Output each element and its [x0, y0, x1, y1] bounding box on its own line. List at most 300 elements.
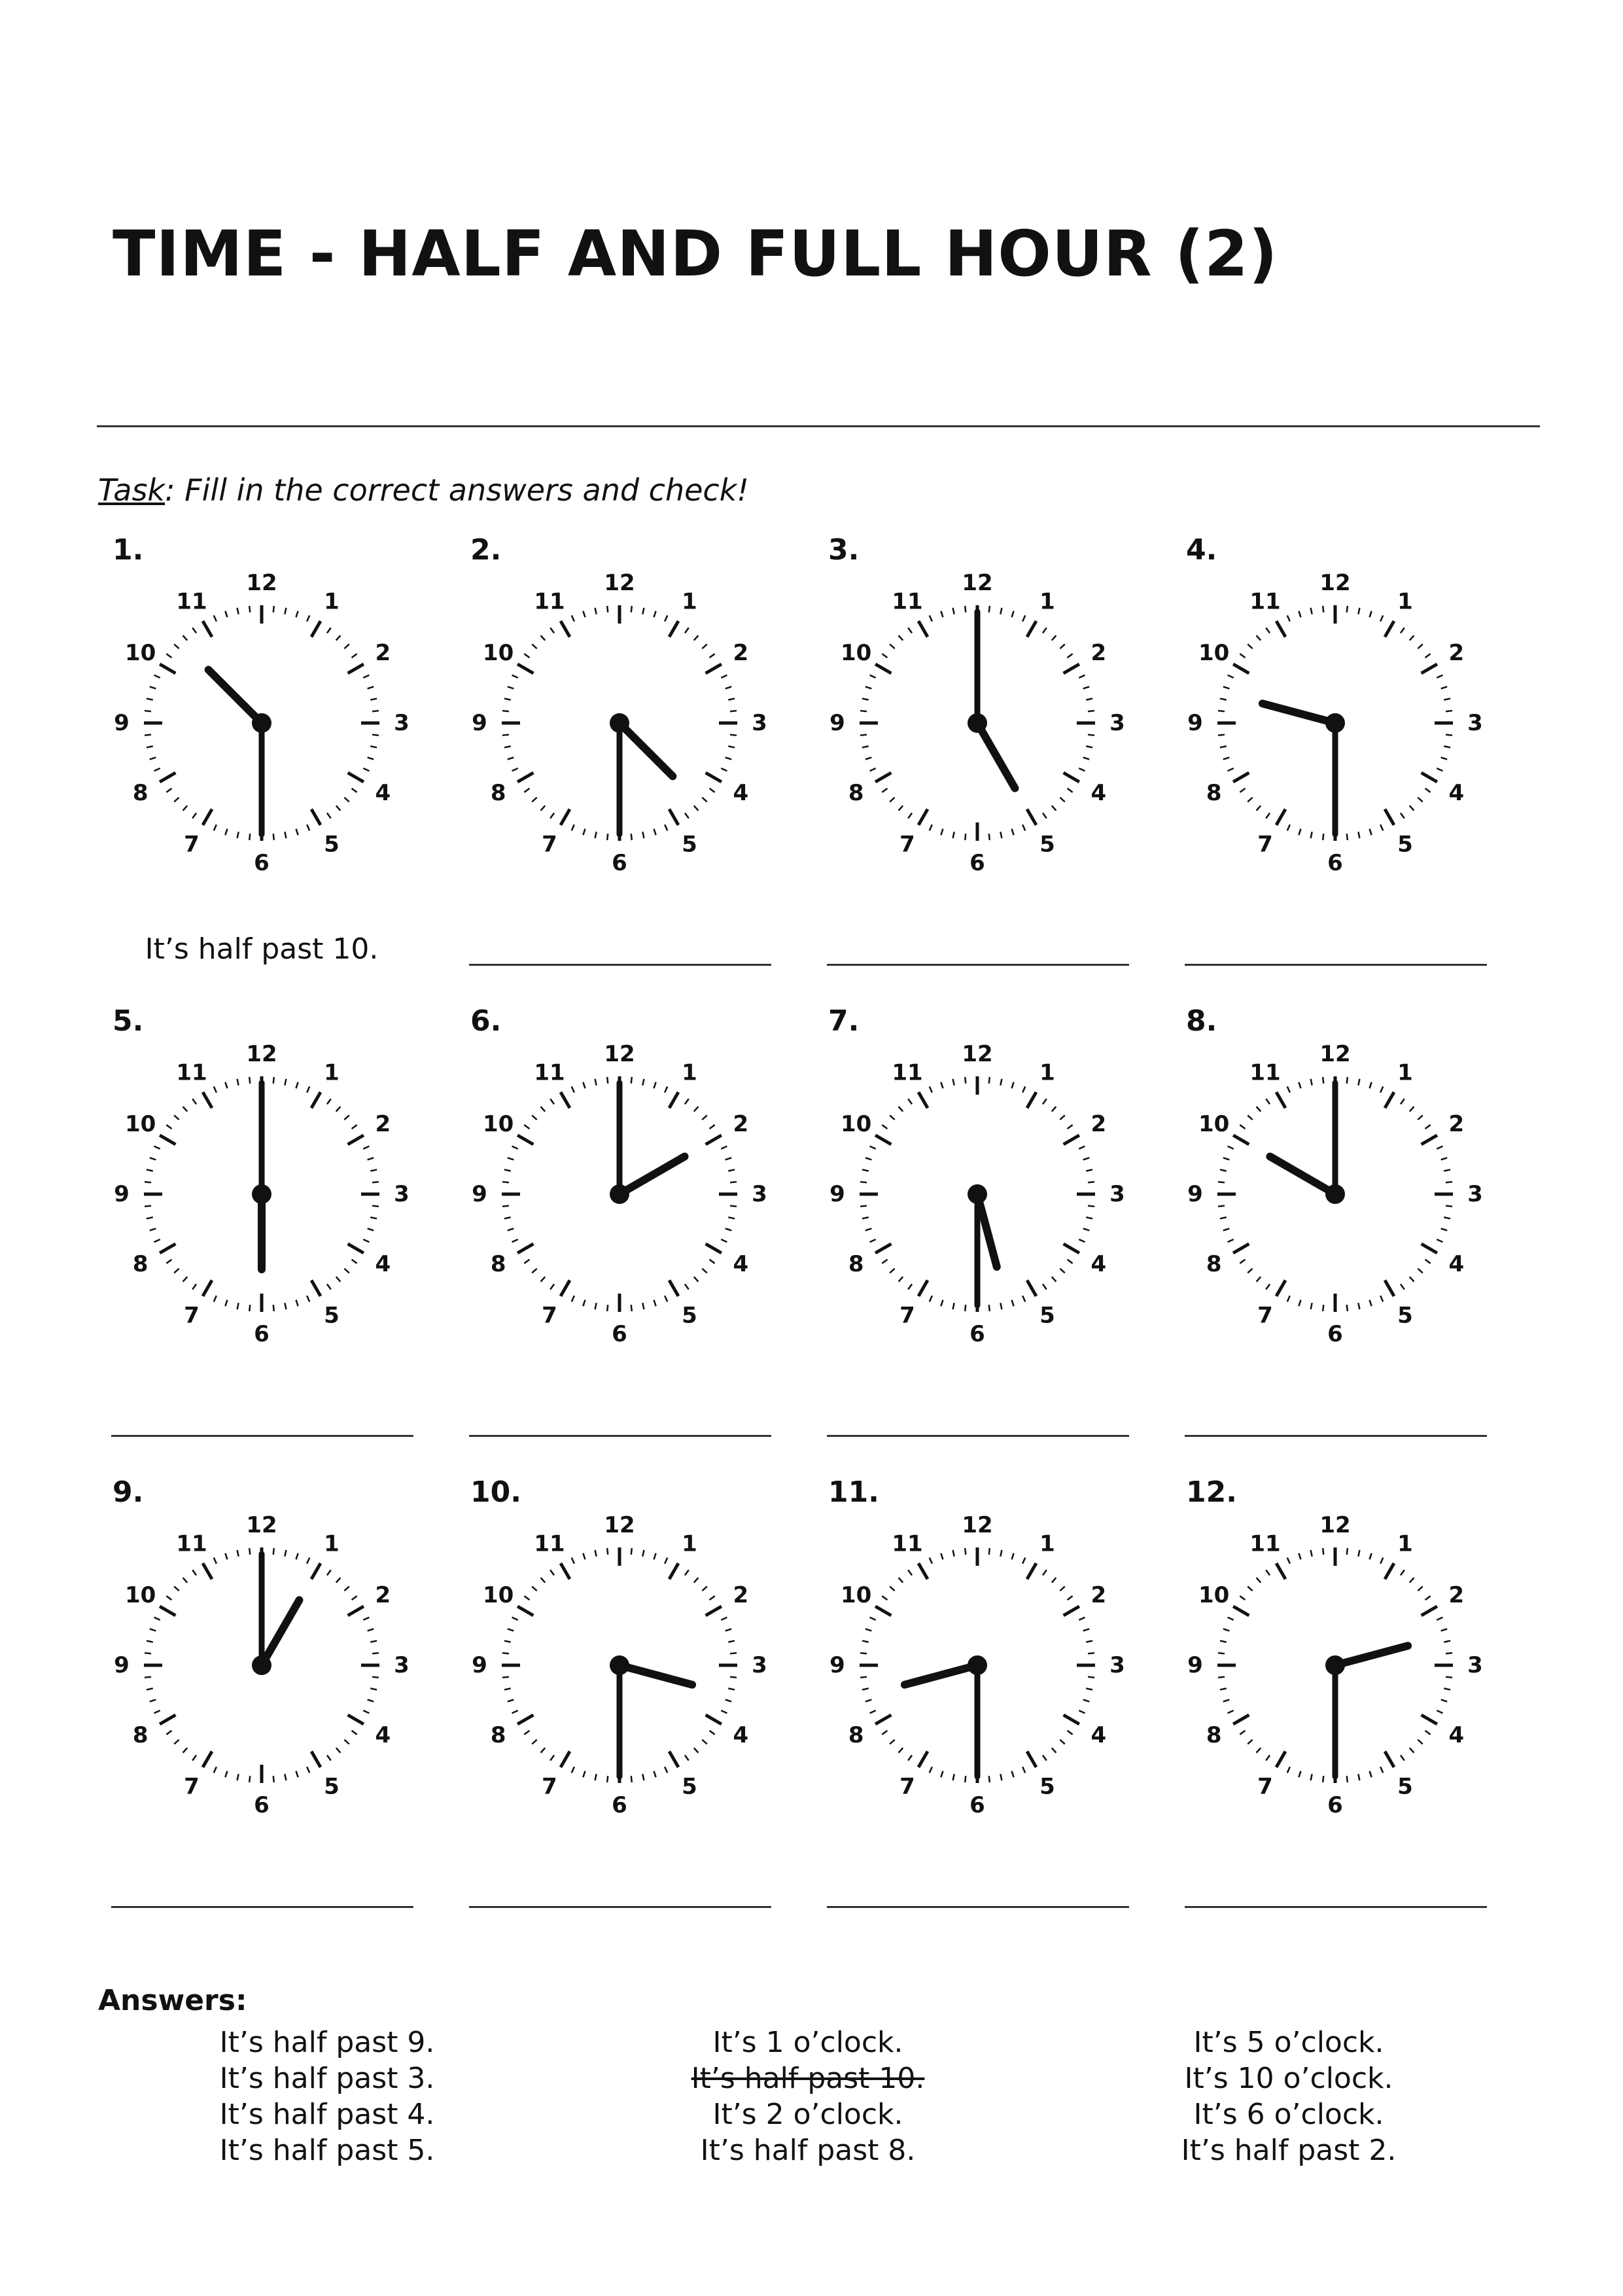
minute-tick: [541, 1106, 546, 1111]
minute-tick: [965, 834, 966, 840]
clock-numeral: 7: [1257, 1773, 1273, 1800]
clock-numeral: 9: [114, 1181, 130, 1207]
clock-numeral: 9: [829, 710, 845, 736]
minute-tick: [1012, 829, 1014, 836]
hour-tick: [669, 1563, 678, 1579]
minute-tick: [370, 1688, 377, 1689]
hour-tick: [561, 809, 570, 825]
minute-tick: [710, 1260, 715, 1263]
clock-numeral: 9: [829, 1652, 845, 1678]
minute-tick: [908, 1570, 912, 1575]
minute-tick: [1358, 832, 1359, 838]
clock-numeral: 8: [1206, 1722, 1222, 1748]
clock-numeral: 12: [604, 573, 635, 596]
minute-tick: [1425, 1731, 1431, 1735]
answer-blank[interactable]: [469, 964, 771, 966]
hour-tick: [918, 1752, 928, 1767]
minute-tick: [890, 1740, 894, 1744]
clock-numeral: 11: [892, 1530, 923, 1557]
hour-tick: [875, 1135, 891, 1144]
minute-tick: [930, 1296, 932, 1301]
answer-option: It’s 2 o’clock.: [712, 2098, 903, 2131]
minute-tick: [147, 1170, 153, 1171]
minute-tick: [1228, 1239, 1234, 1242]
minute-tick: [344, 1116, 349, 1120]
hour-tick: [517, 1606, 533, 1616]
minute-tick: [730, 1677, 737, 1678]
minute-tick: [1287, 824, 1290, 830]
minute-tick: [192, 627, 196, 633]
minute-tick: [225, 611, 227, 618]
minute-tick: [1380, 1558, 1383, 1564]
minute-tick: [524, 1731, 529, 1735]
hour-tick: [1233, 1244, 1249, 1253]
clock-numeral: 7: [184, 831, 200, 858]
minute-tick: [192, 1756, 196, 1761]
minute-tick: [1079, 1239, 1085, 1242]
minute-tick: [654, 1082, 656, 1089]
hour-hand: [977, 723, 1015, 788]
clock-exercise: [1172, 1475, 1530, 1947]
clock-face: [111, 1044, 412, 1345]
hour-tick: [918, 809, 928, 825]
hour-tick: [1233, 773, 1249, 782]
minute-tick: [1240, 1731, 1245, 1735]
minute-tick: [665, 1087, 667, 1093]
minute-tick: [870, 1239, 876, 1242]
minute-tick: [1410, 1748, 1414, 1752]
minute-tick: [572, 1296, 574, 1301]
clock-numeral: 2: [1448, 640, 1465, 666]
minute-tick: [1079, 1146, 1085, 1149]
hour-tick: [1276, 1563, 1285, 1579]
minute-tick: [249, 1305, 250, 1311]
minute-tick: [237, 1079, 239, 1086]
hour-tick: [1276, 809, 1285, 825]
center-dot: [1325, 1655, 1345, 1675]
hour-tick: [1385, 809, 1394, 825]
minute-tick: [1287, 1558, 1290, 1564]
minute-tick: [307, 1767, 309, 1773]
clock-numeral: 11: [176, 588, 207, 615]
minute-tick: [504, 699, 511, 700]
minute-tick: [1287, 1767, 1290, 1773]
minute-tick: [862, 1688, 869, 1689]
hour-tick: [311, 1752, 321, 1767]
minute-tick: [1358, 608, 1359, 614]
answer-blank[interactable]: [111, 1906, 413, 1908]
minute-tick: [225, 1771, 227, 1778]
clock-numeral: 3: [1467, 1181, 1483, 1207]
hour-tick: [160, 664, 175, 673]
hour-tick: [918, 621, 928, 637]
minute-tick: [550, 1284, 554, 1290]
hour-tick: [1064, 1135, 1079, 1144]
minute-tick: [1358, 1079, 1359, 1086]
hour-tick: [918, 1280, 928, 1296]
clock-numeral: 10: [841, 1582, 872, 1608]
clock-numeral: 9: [1187, 710, 1203, 736]
exercise-number: 6.: [470, 1004, 502, 1038]
minute-tick: [1257, 1277, 1261, 1281]
clock-exercise: [1172, 533, 1530, 1004]
hour-tick: [160, 773, 175, 782]
minute-tick: [607, 1077, 608, 1084]
minute-tick: [273, 1305, 274, 1311]
clock-numeral: 10: [841, 1111, 872, 1137]
minute-tick: [941, 611, 943, 618]
minute-tick: [728, 746, 735, 747]
minute-tick: [344, 645, 349, 649]
minute-tick: [710, 1596, 715, 1600]
clock-numeral: 9: [472, 1181, 487, 1207]
minute-tick: [862, 1217, 869, 1218]
minute-tick: [327, 1099, 331, 1104]
clock-exercise: [1172, 1004, 1530, 1475]
hour-tick: [517, 1715, 533, 1724]
minute-tick: [642, 1303, 644, 1309]
minute-tick: [1083, 1229, 1090, 1231]
minute-tick: [710, 1731, 715, 1735]
clock-numeral: 2: [1091, 640, 1107, 666]
hour-tick: [348, 664, 364, 673]
minute-tick: [327, 813, 331, 819]
hour-tick: [1276, 621, 1285, 637]
minute-tick: [1223, 1629, 1230, 1631]
clock-numeral: 12: [604, 1515, 635, 1538]
minute-tick: [725, 1157, 732, 1159]
minute-tick: [1060, 1269, 1064, 1273]
minute-tick: [524, 1260, 529, 1263]
minute-tick: [183, 1748, 188, 1752]
minute-tick: [865, 1157, 872, 1159]
minute-tick: [1257, 1578, 1261, 1582]
clock-numeral: 1: [1039, 1530, 1055, 1557]
minute-tick: [225, 1300, 227, 1307]
hour-tick: [706, 773, 722, 782]
minute-tick: [524, 1125, 529, 1129]
clock-face: [111, 573, 412, 874]
minute-tick: [870, 768, 876, 771]
minute-tick: [595, 1303, 597, 1309]
minute-tick: [1228, 1146, 1234, 1149]
answer-blank[interactable]: [827, 1435, 1129, 1437]
clock-numeral: 2: [1448, 1111, 1465, 1137]
minute-tick: [1358, 1550, 1359, 1557]
minute-tick: [214, 1296, 217, 1301]
minute-tick: [721, 1146, 727, 1149]
hour-tick: [1422, 1135, 1437, 1144]
minute-tick: [273, 606, 274, 612]
clock-numeral: 5: [1397, 831, 1413, 858]
hour-tick: [311, 809, 321, 825]
minute-tick: [865, 1700, 872, 1702]
clock-numeral: 11: [892, 588, 923, 615]
minute-tick: [1299, 1300, 1300, 1307]
minute-tick: [352, 1125, 357, 1129]
clock-numeral: 5: [1039, 831, 1055, 858]
minute-tick: [1299, 1553, 1300, 1560]
minute-tick: [1266, 1284, 1270, 1290]
clock-exercise: [98, 1475, 457, 1947]
minute-tick: [1086, 699, 1092, 700]
minute-tick: [890, 798, 894, 802]
clock-numeral: 1: [1397, 1530, 1413, 1557]
minute-tick: [941, 1553, 943, 1560]
minute-tick: [1311, 832, 1312, 838]
center-dot: [610, 713, 629, 733]
minute-tick: [372, 1677, 379, 1678]
minute-tick: [583, 829, 585, 836]
minute-tick: [327, 1756, 331, 1761]
minute-tick: [237, 608, 239, 614]
minute-tick: [1401, 1284, 1405, 1290]
minute-tick: [1248, 798, 1252, 802]
minute-tick: [882, 1125, 887, 1129]
minute-tick: [728, 1688, 735, 1689]
minute-tick: [1311, 1550, 1312, 1557]
minute-tick: [865, 1229, 872, 1231]
answers-heading: Answers:: [98, 1984, 247, 2017]
clock-numeral: 12: [962, 1515, 993, 1538]
minute-tick: [694, 805, 699, 810]
hour-tick: [517, 664, 533, 673]
minute-tick: [654, 1771, 656, 1778]
minute-tick: [965, 606, 966, 612]
minute-tick: [1441, 1157, 1448, 1159]
minute-tick: [273, 1077, 274, 1084]
exercise-number: 1.: [113, 533, 144, 567]
minute-tick: [524, 654, 529, 658]
minute-tick: [368, 686, 374, 688]
answer-blank[interactable]: [1185, 964, 1487, 966]
minute-tick: [344, 798, 349, 802]
minute-tick: [702, 1587, 707, 1591]
hour-tick: [1233, 664, 1249, 673]
minute-tick: [572, 1558, 574, 1564]
minute-tick: [1248, 1587, 1252, 1591]
answer-blank[interactable]: [827, 1906, 1129, 1908]
minute-tick: [1257, 635, 1261, 640]
minute-tick: [344, 1587, 349, 1591]
hour-tick: [517, 1244, 533, 1253]
hour-tick: [1027, 1280, 1036, 1296]
clock-numeral: 2: [733, 1582, 749, 1608]
hour-hand: [620, 1665, 692, 1685]
minute-tick: [1223, 1700, 1230, 1702]
clock-numeral: 3: [1109, 1181, 1125, 1207]
clock-numeral: 7: [542, 1773, 557, 1800]
minute-tick: [368, 1229, 374, 1231]
clock-numeral: 6: [254, 1321, 270, 1345]
minute-tick: [1060, 1116, 1064, 1120]
clock-numeral: 5: [682, 831, 697, 858]
minute-tick: [908, 1099, 912, 1104]
minute-tick: [1240, 654, 1245, 658]
minute-tick: [147, 1641, 153, 1642]
hour-tick: [561, 1280, 570, 1296]
answer-blank[interactable]: [469, 1435, 771, 1437]
clock-numeral: 7: [899, 1302, 915, 1329]
clock-face: [1185, 573, 1486, 874]
minute-tick: [524, 1596, 529, 1600]
minute-tick: [728, 1170, 735, 1171]
clock-numeral: 8: [848, 780, 864, 806]
minute-tick: [1022, 1558, 1025, 1564]
clock-numeral: 5: [324, 831, 340, 858]
clock-face: [827, 1044, 1128, 1345]
minute-tick: [307, 616, 309, 622]
minute-tick: [504, 746, 511, 747]
minute-tick: [225, 829, 227, 836]
minute-tick: [307, 824, 309, 830]
minute-tick: [1418, 645, 1422, 649]
minute-tick: [1218, 1206, 1225, 1207]
minute-tick: [1220, 1170, 1227, 1171]
minute-tick: [1012, 1300, 1014, 1307]
hour-tick: [669, 1752, 678, 1767]
answer-blank[interactable]: [469, 1906, 771, 1908]
minute-tick: [989, 606, 990, 612]
minute-tick: [512, 768, 518, 771]
page-title: TIME - HALF AND FULL HOUR (2): [113, 217, 1278, 291]
clock-numeral: 4: [1091, 1722, 1107, 1748]
minute-tick: [296, 1082, 298, 1089]
clock-numeral: 5: [1397, 1773, 1413, 1800]
minute-tick: [1000, 832, 1002, 838]
minute-tick: [336, 1748, 341, 1752]
minute-tick: [214, 824, 217, 830]
hour-tick: [875, 664, 891, 673]
minute-tick: [607, 1776, 608, 1782]
minute-tick: [1444, 1688, 1450, 1689]
minute-tick: [1437, 1710, 1442, 1713]
minute-tick: [1437, 1239, 1442, 1242]
clock-numeral: 2: [1091, 1582, 1107, 1608]
clock-numeral: 4: [1448, 1722, 1465, 1748]
minute-tick: [1052, 635, 1056, 640]
minute-tick: [541, 1748, 546, 1752]
answer-blank[interactable]: [1185, 1435, 1487, 1437]
answer-blank[interactable]: [1185, 1906, 1487, 1908]
minute-tick: [1088, 1677, 1094, 1678]
minute-tick: [183, 1277, 188, 1281]
minute-tick: [512, 1146, 518, 1149]
minute-tick: [1370, 829, 1372, 836]
minute-tick: [1223, 758, 1230, 760]
hour-tick: [1276, 1280, 1285, 1296]
minute-tick: [296, 1300, 298, 1307]
minute-tick: [862, 746, 869, 747]
minute-tick: [1358, 1774, 1359, 1780]
minute-tick: [1043, 813, 1047, 819]
minute-tick: [147, 1688, 153, 1689]
minute-tick: [665, 1767, 667, 1773]
answer-blank[interactable]: [111, 1435, 413, 1437]
clock-numeral: 9: [472, 710, 487, 736]
clock-numeral: 12: [1319, 573, 1351, 596]
minute-tick: [583, 1553, 585, 1560]
minute-tick: [1248, 1269, 1252, 1273]
minute-tick: [725, 1229, 732, 1231]
minute-tick: [1380, 616, 1383, 622]
hour-tick: [203, 1280, 212, 1296]
clock-numeral: 1: [324, 588, 340, 615]
minute-tick: [1083, 1629, 1090, 1631]
exercise-number: 3.: [828, 533, 860, 567]
clock-numeral: 10: [125, 1582, 156, 1608]
hour-tick: [561, 1563, 570, 1579]
minute-tick: [1441, 758, 1448, 760]
minute-tick: [631, 1548, 632, 1555]
minute-tick: [273, 1548, 274, 1555]
hour-tick: [1422, 1244, 1437, 1253]
clock-numeral: 9: [1187, 1181, 1203, 1207]
minute-tick: [1437, 768, 1442, 771]
minute-tick: [862, 1641, 869, 1642]
minute-tick: [1043, 1284, 1047, 1290]
minute-tick: [721, 1710, 727, 1713]
hour-tick: [1422, 1606, 1437, 1616]
hour-tick: [311, 1563, 321, 1579]
clock-numeral: 1: [1039, 588, 1055, 615]
exercise-number: 5.: [113, 1004, 144, 1038]
minute-tick: [368, 1629, 374, 1631]
clock-numeral: 10: [483, 1111, 514, 1137]
minute-tick: [1266, 627, 1270, 633]
minute-tick: [307, 1558, 309, 1564]
minute-tick: [1220, 746, 1227, 747]
clock-numeral: 5: [1039, 1773, 1055, 1800]
hour-tick: [1385, 1752, 1394, 1767]
minute-tick: [1410, 805, 1414, 810]
clock-numeral: 7: [184, 1773, 200, 1800]
minute-tick: [1446, 1677, 1452, 1678]
clock-numeral: 1: [324, 1059, 340, 1086]
hour-tick: [203, 1752, 212, 1767]
minute-tick: [1418, 1587, 1422, 1591]
minute-tick: [694, 1748, 699, 1752]
hour-tick: [1064, 1606, 1079, 1616]
minute-tick: [504, 1641, 511, 1642]
minute-tick: [930, 1558, 932, 1564]
minute-tick: [1079, 675, 1085, 678]
clock-numeral: 2: [375, 1582, 391, 1608]
clock-numeral: 2: [1448, 1582, 1465, 1608]
clock-numeral: 6: [969, 850, 985, 874]
hour-tick: [1064, 1244, 1079, 1253]
minute-tick: [285, 1550, 286, 1557]
minute-tick: [908, 627, 912, 633]
minute-tick: [1401, 1570, 1405, 1575]
hour-tick: [311, 1092, 321, 1108]
minute-tick: [583, 1300, 585, 1307]
minute-tick: [1060, 1740, 1064, 1744]
center-dot: [610, 1184, 629, 1204]
clock-numeral: 8: [848, 1722, 864, 1748]
clock-numeral: 11: [176, 1530, 207, 1557]
answer-blank[interactable]: [827, 964, 1129, 966]
minute-tick: [1088, 1206, 1094, 1207]
minute-tick: [1220, 699, 1227, 700]
minute-tick: [890, 1116, 894, 1120]
minute-tick: [930, 616, 932, 622]
clock-numeral: 8: [132, 1722, 148, 1748]
minute-tick: [865, 758, 872, 760]
clock-numeral: 6: [969, 1321, 985, 1345]
minute-tick: [183, 1578, 188, 1582]
clock-numeral: 4: [1091, 1251, 1107, 1277]
